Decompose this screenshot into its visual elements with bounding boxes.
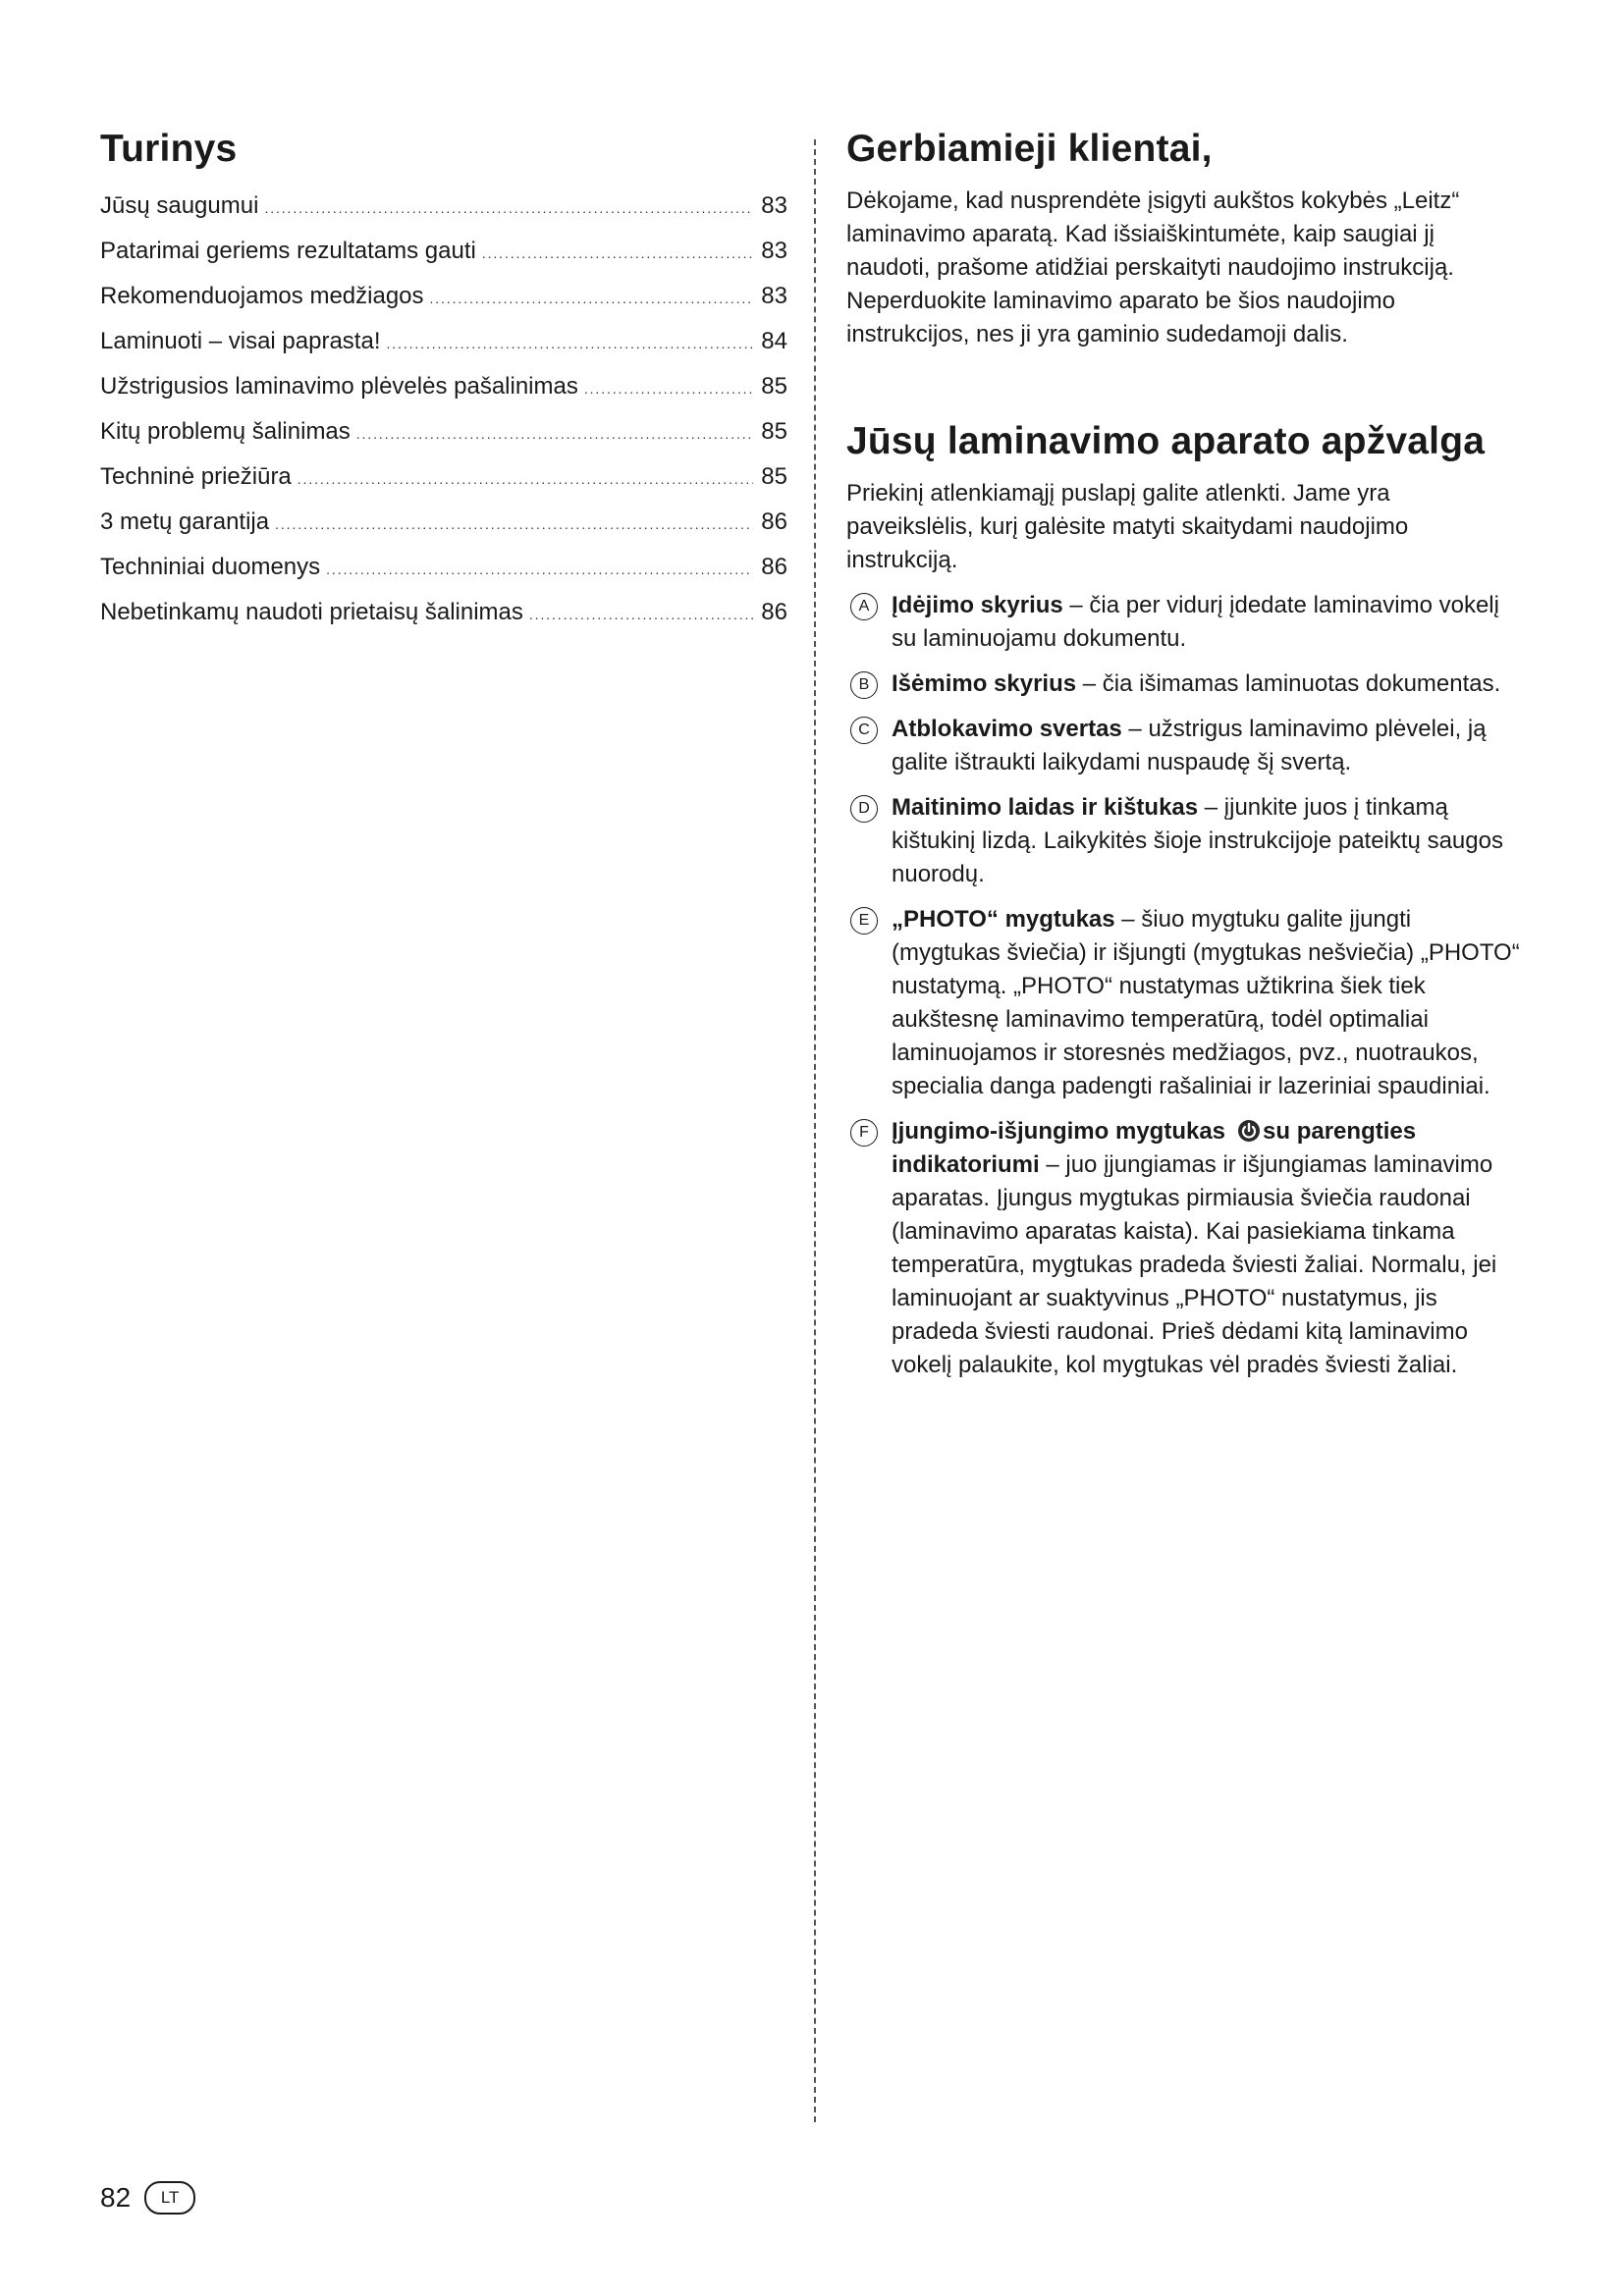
toc-entry-title: Patarimai geriems rezultatams gauti bbox=[100, 238, 476, 264]
toc-leader bbox=[275, 501, 753, 546]
component-description bbox=[892, 589, 1522, 656]
toc-entry-title: Techniniai duomenys bbox=[100, 554, 321, 580]
letter-e-marker: E bbox=[850, 907, 878, 934]
toc-entry-page: 85 bbox=[761, 418, 787, 445]
component-item-a bbox=[846, 589, 1522, 656]
column-divider bbox=[814, 139, 816, 2122]
component-item-d bbox=[846, 791, 1522, 891]
toc-entry bbox=[100, 365, 787, 410]
toc-entry bbox=[100, 455, 787, 501]
section-spacer bbox=[846, 351, 1522, 420]
toc-entry-page: 84 bbox=[761, 328, 787, 354]
component-item-f bbox=[846, 1115, 1522, 1382]
page-number: 82 bbox=[100, 2182, 132, 2213]
toc-leader bbox=[482, 230, 753, 275]
toc-entry-page: 86 bbox=[761, 599, 787, 625]
toc-leader bbox=[326, 546, 753, 591]
power-standby-icon bbox=[1237, 1119, 1261, 1143]
component-term: Maitinimo laidas ir kištukas bbox=[892, 794, 1199, 821]
component-item-b bbox=[846, 667, 1522, 701]
component-list bbox=[846, 589, 1522, 1382]
toc-entry-page: 86 bbox=[761, 508, 787, 535]
letter-f-marker: F bbox=[850, 1119, 878, 1147]
component-description bbox=[892, 713, 1522, 779]
toc-entry-title: Laminuoti – visai paprasta! bbox=[100, 328, 381, 354]
toc-leader bbox=[356, 410, 754, 455]
toc-entry bbox=[100, 501, 787, 546]
toc-leader bbox=[298, 455, 754, 501]
toc-leader bbox=[529, 591, 753, 636]
toc-entry-title: Techninė priežiūra bbox=[100, 463, 292, 490]
toc-entry bbox=[100, 275, 787, 320]
letter-d-marker: D bbox=[850, 795, 878, 823]
component-term: Išėmimo skyrius bbox=[892, 670, 1077, 697]
greeting-title: Gerbiamieji klientai, bbox=[846, 128, 1213, 170]
component-term-suffix: su parengties indikatoriumi bbox=[892, 1118, 1417, 1178]
component-text: – čia išimamas laminuotas dokumentas. bbox=[1076, 670, 1501, 697]
toc-entry-title: Kitų problemų šalinimas bbox=[100, 418, 351, 445]
overview-intro: Priekinį atlenkiamąjį puslapį galite atlenkti. Jame yra paveikslėlis, kurį galėsite matyti skaitydami naudojimo instrukciją. bbox=[846, 480, 1409, 573]
toc-entry bbox=[100, 591, 787, 636]
component-description bbox=[892, 1115, 1522, 1382]
toc-title: Turinys bbox=[100, 128, 238, 170]
toc-entry-page: 83 bbox=[761, 238, 787, 264]
letter-a-marker: A bbox=[850, 593, 878, 620]
toc-leader bbox=[387, 320, 754, 365]
toc-entry-page: 85 bbox=[761, 463, 787, 490]
toc-entry bbox=[100, 230, 787, 275]
greeting-body: Dėkojame, kad nusprendėte įsigyti aukštos kokybės „Leitz“ laminavimo aparatą. Kad išsiaiškintumėte, kaip saugiai jį naudoti, prašome atidžiai perskaityti naudojimo instrukciją. Neperduokite laminavimo aparato be šios naudojimo instrukcijos, nes ji yra gaminio sudedamoji dalis. bbox=[846, 187, 1460, 347]
main-content bbox=[846, 128, 1522, 1382]
toc-entry-title: Rekomenduojamos medžiagos bbox=[100, 283, 424, 309]
overview-title: Jūsų laminavimo aparato apžvalga bbox=[846, 420, 1486, 462]
table-of-contents bbox=[100, 128, 787, 636]
component-text: – juo įjungiamas ir išjungiamas laminavimo aparatas. Įjungus mygtukas pirmiausia šviečia raudonai (laminavimo aparatas kaista). Kai pasiekiama tinkama temperatūra, mygtukas pradeda šviesti žaliai. Normalu, jei laminuojant ar suaktyvinus „PHOTO“ nustatymus, jis pradeda šviesti raudonai. Prieš dėdami kitą laminavimo vokelį palaukite, kol mygtukas vėl pradės šviesti žaliai. bbox=[892, 1151, 1497, 1378]
toc-entry bbox=[100, 320, 787, 365]
component-item-e bbox=[846, 903, 1522, 1103]
toc-entry bbox=[100, 185, 787, 230]
toc-leader bbox=[430, 275, 754, 320]
component-term: Atblokavimo svertas bbox=[892, 716, 1122, 742]
toc-leader bbox=[264, 185, 753, 230]
toc-entry bbox=[100, 546, 787, 591]
component-term: „PHOTO“ mygtukas bbox=[892, 906, 1115, 933]
component-text: – čia per vidurį įdedate laminavimo vokelį su laminuojamu dokumentu. bbox=[892, 592, 1499, 652]
component-term: Įdėjimo skyrius bbox=[892, 592, 1063, 618]
toc-leader bbox=[584, 365, 753, 410]
toc-entry-page: 83 bbox=[761, 192, 787, 219]
component-description bbox=[892, 903, 1522, 1103]
toc-list bbox=[100, 185, 787, 636]
toc-entry-title: Jūsų saugumui bbox=[100, 192, 259, 219]
component-text: – šiuo mygtuku galite įjungti (mygtukas šviečia) ir išjungti (mygtukas nešviečia) „PHOTO“ nustatymą. „PHOTO“ nustatymas užtikrina šiek tiek aukštesnę laminavimo temperatūrą, todėl optimaliai laminuojamos ir storesnės medžiagos, pvz., nuotraukos, specialia danga padengti rašaliniai ir lazeriniai spaudiniai. bbox=[892, 906, 1520, 1099]
component-text: – užstrigus laminavimo plėvelei, ją galite ištraukti laikydami nuspaudę šį svertą. bbox=[892, 716, 1487, 775]
component-text: – įjunkite juos į tinkamą kištukinį lizdą. Laikykitės šioje instrukcijoje pateiktų saugos nuorodų. bbox=[892, 794, 1503, 887]
toc-entry-page: 83 bbox=[761, 283, 787, 309]
toc-entry bbox=[100, 410, 787, 455]
component-description bbox=[892, 791, 1522, 891]
letter-c-marker: C bbox=[850, 717, 878, 744]
page-footer bbox=[100, 2181, 195, 2215]
toc-entry-page: 86 bbox=[761, 554, 787, 580]
component-term: Įjungimo-išjungimo mygtukas bbox=[892, 1118, 1226, 1145]
toc-entry-title: Užstrigusios laminavimo plėvelės pašalinimas bbox=[100, 373, 578, 400]
toc-entry-title: Nebetinkamų naudoti prietaisų šalinimas bbox=[100, 599, 523, 625]
toc-entry-page: 85 bbox=[761, 373, 787, 400]
component-item-c bbox=[846, 713, 1522, 779]
letter-b-marker: B bbox=[850, 671, 878, 699]
toc-entry-title: 3 metų garantija bbox=[100, 508, 270, 535]
component-description bbox=[892, 667, 1522, 701]
language-badge: LT bbox=[144, 2181, 195, 2215]
